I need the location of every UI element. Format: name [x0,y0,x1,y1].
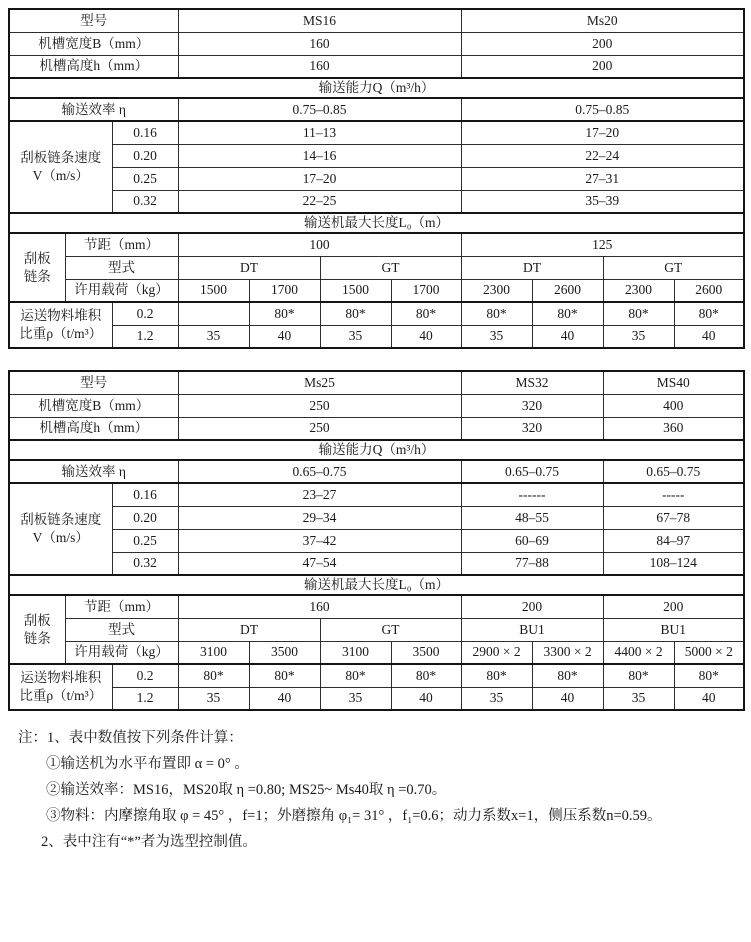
t2-density-row [9,687,744,710]
note-line-1 [18,725,741,751]
t1-capacity-header-row [9,78,744,98]
t1-trough-width-row [9,32,744,55]
t1-trough-height-row [9,55,744,78]
t2-trough-height-value: 320 [461,417,603,440]
t2-density-value: 35 [178,687,249,710]
t1-speed-value: 27–31 [461,167,744,190]
t1-speed-key: 0.25 [112,167,178,190]
t1-speed-value: 11–13 [178,121,461,144]
t2-max-length-header: 输送机最大长度L₀（m） [9,575,744,595]
t1-density-value: 80* [391,302,461,325]
t2-efficiency-label: 输送效率 η [9,460,178,483]
t2-speed-row [9,529,744,552]
note-sub-1: ①输送机为水平布置即 α = 0° 。 [46,756,249,772]
t2-speed-value: 108–124 [603,552,744,575]
t1-max-length-header: 输送机最大长度L₀（m） [9,213,744,233]
t2-load-value: 3500 [391,641,461,664]
t2-speed-key: 0.25 [112,529,178,552]
t2-load-value: 2900 × 2 [461,641,532,664]
t1-load-row [9,279,744,302]
t1-trough-height-label: 机槽高度h（mm） [9,55,178,78]
t1-pitch-value: 125 [461,233,744,256]
t1-trough-height-value: 200 [461,55,744,78]
t2-model-value-ms40: MS40 [603,371,744,394]
t1-load-value: 1700 [391,279,461,302]
t2-density-value: 80* [249,664,320,687]
t2-speed-value: ----- [603,483,744,506]
t2-model-row [9,371,744,394]
t1-speed-key: 0.20 [112,144,178,167]
t1-chain-label-line1: 刮板 [23,250,51,266]
t1-density-value: 80* [674,302,744,325]
t2-density-value: 80* [178,664,249,687]
t1-trough-width-value: 160 [178,32,461,55]
t1-density-label [9,302,112,348]
t2-pitch-value: 160 [178,595,461,618]
t2-trough-width-value: 400 [603,394,744,417]
t2-load-value: 3100 [178,641,249,664]
t2-trough-width-label: 机槽宽度B（mm） [9,394,178,417]
t1-load-value: 2600 [532,279,603,302]
t1-efficiency-value: 0.75–0.85 [178,98,461,121]
t2-load-value: 3300 × 2 [532,641,603,664]
t2-density-label [9,664,112,710]
t1-density-key: 0.2 [112,302,178,325]
t1-density-label-line2: 比重ρ（t/m³） [19,326,103,341]
t1-load-label: 许用载荷（kg） [65,279,178,302]
t2-type-value: GT [320,618,461,641]
t1-max-length-header-row [9,213,744,233]
t1-density-value: 80* [461,302,532,325]
t2-speed-key: 0.20 [112,506,178,529]
note-item-2: 2、表中注有“*”者为选型控制值。 [41,834,257,850]
t2-pitch-label: 节距（mm） [65,595,178,618]
t2-speed-label-line1: 刮板链条速度 [20,512,102,528]
t2-speed-value: 77–88 [461,552,603,575]
t1-pitch-row [9,233,744,256]
t2-density-key: 0.2 [112,664,178,687]
t2-chain-label [9,595,65,664]
t2-load-row [9,641,744,664]
spec-table-2 [8,370,745,711]
t2-speed-value: 84–97 [603,529,744,552]
t2-density-key: 1.2 [112,687,178,710]
t2-trough-height-value: 250 [178,417,461,440]
t2-capacity-header: 输送能力Q（m³/h） [9,440,744,460]
t1-speed-row [9,121,744,144]
t1-type-value: DT [461,256,603,279]
t1-model-value-ms16: MS16 [178,9,461,32]
t2-load-value: 4400 × 2 [603,641,674,664]
t1-model-row [9,9,744,32]
t2-type-value: BU1 [461,618,603,641]
t1-chain-label [9,233,65,302]
note-item-1: 1、表中数值按下列条件计算： [47,730,243,746]
t2-trough-width-row [9,394,744,417]
t2-density-row [9,664,744,687]
t1-speed-key: 0.32 [112,190,178,213]
t1-speed-value: 35–39 [461,190,744,213]
t2-model-value-ms25: Ms25 [178,371,461,394]
t2-speed-value: 37–42 [178,529,461,552]
t2-speed-value: 29–34 [178,506,461,529]
t2-max-length-header-row [9,575,744,595]
t1-speed-value: 22–25 [178,190,461,213]
t2-density-value: 80* [320,664,391,687]
t2-efficiency-value: 0.65–0.75 [178,460,461,483]
t2-trough-width-value: 320 [461,394,603,417]
t2-density-value: 40 [532,687,603,710]
t1-speed-label-line2: V（m/s） [32,168,89,183]
t2-type-label: 型式 [65,618,178,641]
t2-speed-label [9,483,112,575]
t2-load-value: 3100 [320,641,391,664]
t1-type-row [9,256,744,279]
t2-density-value: 40 [391,687,461,710]
t1-load-value: 2300 [603,279,674,302]
t2-load-value: 3500 [249,641,320,664]
t2-density-value: 80* [674,664,744,687]
t1-trough-width-label: 机槽宽度B（mm） [9,32,178,55]
t2-speed-value: 23–27 [178,483,461,506]
t2-density-label-line1: 运送物料堆积 [20,670,102,686]
t1-model-value-ms20: Ms20 [461,9,744,32]
t2-speed-value: 48–55 [461,506,603,529]
t1-density-value: 40 [674,325,744,348]
t1-density-value: 40 [391,325,461,348]
t1-density-row [9,302,744,325]
t1-speed-row [9,144,744,167]
t1-density-value: 40 [532,325,603,348]
t1-speed-key: 0.16 [112,121,178,144]
t2-density-value: 40 [249,687,320,710]
t2-speed-row [9,506,744,529]
notes-section [8,711,743,855]
t2-trough-width-value: 250 [178,394,461,417]
t2-efficiency-value: 0.65–0.75 [461,460,603,483]
t2-density-value: 35 [461,687,532,710]
t1-density-value: 80* [249,302,320,325]
t1-density-value: 35 [603,325,674,348]
note-sub-2: ②输送效率：MS16，MS20取 η =0.80; MS25~ Ms40取 η =0.70。 [46,782,447,798]
note-sub-3: ③物料：内摩擦角取 φ = 45° ，f=1；外磨擦角 φ₁= 31° ，f₁=0.6；动力系数x=1，侧压系数n=0.59。 [46,808,662,824]
t1-load-value: 1700 [249,279,320,302]
note-prefix: 注： [18,730,47,746]
t2-pitch-value: 200 [461,595,603,618]
t1-speed-row [9,167,744,190]
t1-efficiency-row [9,98,744,121]
t2-trough-height-label: 机槽高度h（mm） [9,417,178,440]
t2-type-row [9,618,744,641]
t2-density-value: 80* [603,664,674,687]
t2-speed-value: ------ [461,483,603,506]
t1-model-label: 型号 [9,9,178,32]
t1-pitch-label: 节距（mm） [65,233,178,256]
t1-density-row [9,325,744,348]
t1-pitch-value: 100 [178,233,461,256]
t2-efficiency-row [9,460,744,483]
t1-trough-height-value: 160 [178,55,461,78]
t1-speed-value: 14–16 [178,144,461,167]
t2-trough-height-value: 360 [603,417,744,440]
t1-density-value: 80* [532,302,603,325]
t1-load-value: 1500 [320,279,391,302]
t2-density-value: 80* [461,664,532,687]
t1-speed-value: 17–20 [461,121,744,144]
t1-density-label-line1: 运送物料堆积 [20,308,102,324]
t2-density-value: 35 [320,687,391,710]
t1-chain-label-line2: 链条 [23,268,51,284]
t2-type-value: BU1 [603,618,744,641]
t1-density-value: 35 [178,325,249,348]
t1-load-value: 2300 [461,279,532,302]
t1-load-value: 1500 [178,279,249,302]
t1-type-label: 型式 [65,256,178,279]
t1-density-value: 80* [603,302,674,325]
t2-density-value: 35 [603,687,674,710]
t2-chain-label-line2: 链条 [23,630,51,646]
t1-density-key: 1.2 [112,325,178,348]
t2-load-label: 许用载荷（kg） [65,641,178,664]
t1-density-value: 80* [320,302,391,325]
t1-efficiency-value: 0.75–0.85 [461,98,744,121]
t2-speed-row [9,483,744,506]
t1-type-value: DT [178,256,320,279]
t2-speed-value: 67–78 [603,506,744,529]
t2-speed-row [9,552,744,575]
t1-density-value: 35 [320,325,391,348]
t1-load-value: 2600 [674,279,744,302]
t1-speed-label [9,121,112,213]
t1-speed-row [9,190,744,213]
t1-efficiency-label: 输送效率 η [9,98,178,121]
t2-density-value: 40 [674,687,744,710]
t1-type-value: GT [603,256,744,279]
t1-capacity-header: 输送能力Q（m³/h） [9,78,744,98]
t2-type-value: DT [178,618,320,641]
t2-speed-key: 0.32 [112,552,178,575]
t2-pitch-row [9,595,744,618]
t2-chain-label-line1: 刮板 [23,612,51,628]
t2-density-label-line2: 比重ρ（t/m³） [19,688,103,703]
t1-density-value: 40 [249,325,320,348]
t1-density-value [178,302,249,325]
t1-speed-label-line1: 刮板链条速度 [20,150,102,166]
t1-speed-value: 22–24 [461,144,744,167]
t1-trough-width-value: 200 [461,32,744,55]
t1-speed-value: 17–20 [178,167,461,190]
t2-load-value: 5000 × 2 [674,641,744,664]
t2-pitch-value: 200 [603,595,744,618]
t1-type-value: GT [320,256,461,279]
t2-model-label: 型号 [9,371,178,394]
t2-efficiency-value: 0.65–0.75 [603,460,744,483]
t2-capacity-header-row [9,440,744,460]
table-gap [8,349,743,370]
t2-speed-value: 60–69 [461,529,603,552]
t2-speed-key: 0.16 [112,483,178,506]
t2-speed-value: 47–54 [178,552,461,575]
t2-density-value: 80* [532,664,603,687]
t2-trough-height-row [9,417,744,440]
t1-density-value: 35 [461,325,532,348]
t2-model-value-ms32: MS32 [461,371,603,394]
t2-speed-label-line2: V（m/s） [32,530,89,545]
t2-density-value: 80* [391,664,461,687]
spec-table-1 [8,8,745,349]
